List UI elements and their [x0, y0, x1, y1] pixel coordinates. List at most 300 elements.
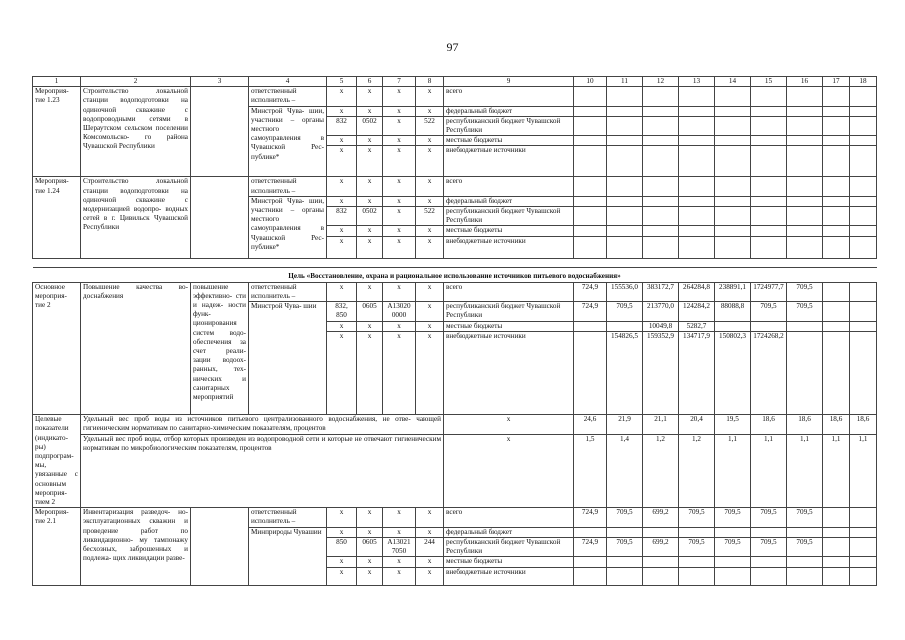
code-target: х: [383, 332, 416, 415]
table-row: [33, 508, 877, 527]
year-value: [823, 146, 850, 177]
year-value: [787, 136, 823, 146]
column-number: 15: [751, 77, 787, 87]
year-value: 709,5: [607, 302, 643, 322]
column-number: 9: [444, 77, 574, 87]
year-value: 709,5: [679, 537, 715, 556]
indicator-value: 18,6: [823, 415, 850, 435]
code-grbs: х: [327, 106, 357, 116]
year-value: 709,5: [607, 508, 643, 527]
funding-source: всего: [444, 508, 574, 527]
code-expense: х: [416, 177, 444, 196]
year-value: [715, 146, 751, 177]
year-value: [574, 136, 607, 146]
year-value: [751, 146, 787, 177]
year-value: [850, 527, 877, 537]
year-value: [823, 87, 850, 106]
code-section: х: [357, 527, 383, 537]
expected-effect: повышение эффективно- сти и надеж- ности функ- ционирования систем водо- обеспечения за счет реали- зации водоох- ранных, тех- нических и санитарных мероприятий: [191, 282, 249, 415]
code-target: х: [383, 236, 416, 258]
code-target: х: [383, 177, 416, 196]
funding-source: внебюджетные источники: [444, 146, 574, 177]
column-number: 10: [574, 77, 607, 87]
year-value: [574, 177, 607, 196]
year-value: [823, 332, 850, 415]
year-value: [850, 87, 877, 106]
table-row: [33, 177, 877, 196]
year-value: [787, 146, 823, 177]
code-target: х: [383, 207, 416, 226]
year-value: [607, 87, 643, 106]
year-value: 709,5: [751, 508, 787, 527]
year-value: [850, 116, 877, 135]
year-value: [823, 322, 850, 332]
indicator-value: 18,6: [850, 415, 877, 435]
year-value: 709,5: [715, 537, 751, 556]
year-value: 709,5: [607, 537, 643, 556]
year-value: [607, 146, 643, 177]
year-value: [679, 557, 715, 567]
measure-code: Основное мероприя- тие 2: [33, 282, 81, 415]
year-value: 134717,9: [679, 332, 715, 415]
code-grbs: х: [327, 177, 357, 196]
year-value: [787, 322, 823, 332]
indicator-row: [33, 435, 877, 508]
code-grbs: х: [327, 282, 357, 301]
year-value: [823, 557, 850, 567]
year-value: [607, 196, 643, 206]
year-value: [823, 302, 850, 322]
year-value: [679, 177, 715, 196]
code-expense: х: [416, 557, 444, 567]
executor-role: ответственный исполнитель –: [249, 177, 327, 196]
year-value: [607, 527, 643, 537]
column-number: 17: [823, 77, 850, 87]
year-value: [850, 226, 877, 236]
year-value: 724,9: [574, 282, 607, 301]
year-value: 264284,8: [679, 282, 715, 301]
year-value: [715, 322, 751, 332]
funding-source: всего: [444, 177, 574, 196]
code-section: 0502: [357, 116, 383, 135]
indicator-row: [33, 415, 877, 435]
year-value: 709,5: [787, 537, 823, 556]
code-target: х: [383, 527, 416, 537]
year-value: 709,5: [787, 508, 823, 527]
year-value: [850, 332, 877, 415]
year-value: [607, 177, 643, 196]
funding-source: местные бюджеты: [444, 136, 574, 146]
code-target: х: [383, 282, 416, 301]
year-value: 150802,3: [715, 332, 751, 415]
measure-code: Мероприя- тие 1.23: [33, 87, 81, 177]
year-value: [850, 537, 877, 556]
year-value: [679, 136, 715, 146]
year-value: [643, 226, 679, 236]
code-section: х: [357, 332, 383, 415]
code-target: х: [383, 196, 416, 206]
code-expense: х: [416, 282, 444, 301]
year-value: [787, 226, 823, 236]
code-section: х: [357, 322, 383, 332]
year-value: [751, 136, 787, 146]
year-value: [715, 87, 751, 106]
funding-source: местные бюджеты: [444, 226, 574, 236]
year-value: [574, 226, 607, 236]
year-value: [787, 236, 823, 258]
measure-name: Строительство локальной станции водоподготовки на одиночной скважине с водопроводными сетями в Шераутском сельском поселении Комсомольско- го района Чувашской Республики: [81, 87, 191, 177]
year-value: 155536,0: [607, 282, 643, 301]
year-value: [823, 567, 850, 585]
column-number: 7: [383, 77, 416, 87]
code-target: х: [383, 322, 416, 332]
code-target: х: [383, 226, 416, 236]
code-expense: х: [416, 322, 444, 332]
code-expense: х: [416, 302, 444, 322]
funding-source: республиканский бюджет Чувашской Республики: [444, 537, 574, 556]
year-value: [679, 106, 715, 116]
funding-source: федеральный бюджет: [444, 106, 574, 116]
year-value: [643, 557, 679, 567]
year-value: [850, 177, 877, 196]
year-value: [751, 236, 787, 258]
year-value: [574, 332, 607, 415]
year-value: [679, 87, 715, 106]
year-value: 709,5: [751, 537, 787, 556]
expected-effect: [191, 87, 249, 177]
executor-name: Минстрой Чува- шии, участники – органы местного самоуправления в Чувашской Рес- публике*: [249, 106, 327, 177]
year-value: [787, 557, 823, 567]
code-expense: 244: [416, 537, 444, 556]
year-value: 5282,7: [679, 322, 715, 332]
code-grbs: х: [327, 196, 357, 206]
year-value: [715, 557, 751, 567]
year-value: [823, 116, 850, 135]
year-value: [607, 567, 643, 585]
code-target: х: [383, 567, 416, 585]
code-grbs: 832: [327, 207, 357, 226]
year-value: [787, 87, 823, 106]
code-expense: 522: [416, 116, 444, 135]
measure-name: Инвентаризация разведоч- но-эксплуатационных скважин и проведение работ по ликвидационно- му тампонажу бесхозных, заброшенных и подлежа- щих ликвидации развe-: [81, 508, 191, 585]
code-target: х: [383, 146, 416, 177]
year-value: [574, 116, 607, 135]
year-value: [787, 116, 823, 135]
code-section: х: [357, 226, 383, 236]
year-value: [607, 106, 643, 116]
year-value: [823, 136, 850, 146]
year-value: [715, 207, 751, 226]
year-value: [607, 236, 643, 258]
executor-role: ответственный исполнитель –: [249, 282, 327, 301]
indicator-value: 1,5: [574, 435, 607, 508]
year-value: [751, 106, 787, 116]
indicator-value: 18,6: [751, 415, 787, 435]
year-value: [574, 567, 607, 585]
year-value: [850, 508, 877, 527]
year-value: 383172,7: [643, 282, 679, 301]
measure-code: Мероприя- тие 1.24: [33, 177, 81, 258]
table-row: [33, 87, 877, 106]
year-value: [850, 322, 877, 332]
funding-source: всего: [444, 87, 574, 106]
indicator-value: 1,1: [850, 435, 877, 508]
code-section: х: [357, 136, 383, 146]
indicator-value: 1,1: [823, 435, 850, 508]
code-grbs: 832, 850: [327, 302, 357, 322]
year-value: [787, 207, 823, 226]
year-value: [607, 226, 643, 236]
funding-source: федеральный бюджет: [444, 527, 574, 537]
year-value: 1724977,7: [751, 282, 787, 301]
column-number: 8: [416, 77, 444, 87]
year-value: [574, 557, 607, 567]
year-value: [715, 567, 751, 585]
spacer-cell: [33, 258, 877, 267]
year-value: 709,5: [751, 302, 787, 322]
code-grbs: х: [327, 226, 357, 236]
column-number: 12: [643, 77, 679, 87]
goal-row: [33, 267, 877, 282]
program-table: [32, 76, 877, 586]
code-target: х: [383, 508, 416, 527]
table-body: [33, 77, 877, 586]
year-value: 709,5: [787, 302, 823, 322]
column-number: 18: [850, 77, 877, 87]
year-value: [607, 322, 643, 332]
funding-source: местные бюджеты: [444, 322, 574, 332]
year-value: [823, 537, 850, 556]
code-target: х: [383, 136, 416, 146]
year-value: 88088,8: [715, 302, 751, 322]
year-value: [751, 226, 787, 236]
year-value: [643, 136, 679, 146]
code-grbs: х: [327, 557, 357, 567]
year-value: [823, 282, 850, 301]
year-value: [574, 106, 607, 116]
year-value: [574, 322, 607, 332]
code-expense: х: [416, 236, 444, 258]
measure-code: Мероприя- тие 2.1: [33, 508, 81, 585]
year-value: [643, 207, 679, 226]
year-value: [643, 236, 679, 258]
year-value: [643, 177, 679, 196]
year-value: 699,2: [643, 537, 679, 556]
year-value: [574, 196, 607, 206]
year-value: [751, 557, 787, 567]
year-value: [751, 567, 787, 585]
year-value: [850, 567, 877, 585]
year-value: [715, 226, 751, 236]
year-value: 724,9: [574, 302, 607, 322]
year-value: [679, 196, 715, 206]
year-value: [607, 136, 643, 146]
year-value: [715, 236, 751, 258]
indicators-label: Целевые показатели (индикато- ры) подпрограм- мы, увязанные с основным мероприя- тием 2: [33, 415, 81, 508]
year-value: [823, 177, 850, 196]
code-section: х: [357, 508, 383, 527]
code-expense: х: [416, 87, 444, 106]
year-value: [607, 116, 643, 135]
code-expense: х: [416, 106, 444, 116]
column-number: 6: [357, 77, 383, 87]
year-value: [850, 136, 877, 146]
code-grbs: х: [327, 236, 357, 258]
code-section: х: [357, 177, 383, 196]
year-value: [715, 527, 751, 537]
year-value: [823, 236, 850, 258]
code-grbs: х: [327, 136, 357, 146]
indicator-value: 18,6: [787, 415, 823, 435]
year-value: [823, 207, 850, 226]
indicator-value: 1,2: [643, 435, 679, 508]
year-value: [850, 146, 877, 177]
indicator-text: Удельный вес проб воды, отбор которых произведен из водопроводной сети и которые не отвечают гигиеническим нормативам по микробиологическим показателям, процентов: [81, 435, 444, 508]
year-value: [679, 527, 715, 537]
year-value: [643, 527, 679, 537]
year-value: [823, 527, 850, 537]
column-number: 14: [715, 77, 751, 87]
column-number: 4: [249, 77, 327, 87]
executor-name: Минстрой Чува- шии: [249, 302, 327, 415]
year-value: 709,5: [787, 282, 823, 301]
code-grbs: х: [327, 332, 357, 415]
code-grbs: 850: [327, 537, 357, 556]
indicator-value: 1,4: [607, 435, 643, 508]
year-value: [643, 87, 679, 106]
year-value: [823, 226, 850, 236]
code-grbs: 832: [327, 116, 357, 135]
year-value: 124284,2: [679, 302, 715, 322]
year-value: [643, 567, 679, 585]
column-number: 16: [787, 77, 823, 87]
year-value: [850, 302, 877, 322]
year-value: [715, 136, 751, 146]
indicator-text: Удельный вес проб воды из источников питьевого централизованного водоснабжения, не отве- чающей гигиеническим нормативам по санитарно-химическим показателям, процентов: [81, 415, 444, 435]
year-value: [574, 207, 607, 226]
year-value: 709,5: [679, 508, 715, 527]
year-value: [643, 196, 679, 206]
code-expense: х: [416, 527, 444, 537]
year-value: [751, 207, 787, 226]
code-section: 0605: [357, 302, 383, 322]
year-value: [751, 196, 787, 206]
year-value: 213770,0: [643, 302, 679, 322]
indicator-value: 19,5: [715, 415, 751, 435]
indicator-value: 1,1: [787, 435, 823, 508]
year-value: 724,9: [574, 537, 607, 556]
code-target: х: [383, 557, 416, 567]
code-expense: х: [416, 146, 444, 177]
column-number: 1: [33, 77, 81, 87]
code-section: х: [357, 87, 383, 106]
code-section: х: [357, 146, 383, 177]
code-target: А13020 0000: [383, 302, 416, 322]
column-number: 13: [679, 77, 715, 87]
year-value: [850, 106, 877, 116]
year-value: [751, 87, 787, 106]
year-value: [679, 116, 715, 135]
year-value: 1724268,2: [751, 332, 787, 415]
column-number: 5: [327, 77, 357, 87]
goal-title: Цель «Восстановление, охрана и рациональное использование источников питьевого водоснабжения»: [33, 267, 877, 282]
code-section: х: [357, 567, 383, 585]
measure-name: Строительство локальной станции водоподготовки на одиночной скважине с модернизацией водопро- водных сетей в г. Цивильск Чувашской Республики: [81, 177, 191, 258]
year-value: [679, 236, 715, 258]
indicator-x: х: [444, 435, 574, 508]
indicator-value: 20,4: [679, 415, 715, 435]
year-value: 154826,5: [607, 332, 643, 415]
code-grbs: х: [327, 508, 357, 527]
code-section: 0502: [357, 207, 383, 226]
code-grbs: х: [327, 527, 357, 537]
year-value: [574, 527, 607, 537]
year-value: [574, 87, 607, 106]
indicator-x: х: [444, 415, 574, 435]
year-value: [607, 207, 643, 226]
year-value: [679, 146, 715, 177]
code-expense: х: [416, 226, 444, 236]
code-target: А13021 7050: [383, 537, 416, 556]
year-value: [679, 226, 715, 236]
funding-source: внебюджетные источники: [444, 236, 574, 258]
year-value: [715, 106, 751, 116]
year-value: [850, 236, 877, 258]
year-value: [787, 196, 823, 206]
year-value: 238891,1: [715, 282, 751, 301]
code-grbs: х: [327, 322, 357, 332]
year-value: [643, 116, 679, 135]
indicator-value: 1,2: [679, 435, 715, 508]
year-value: [850, 207, 877, 226]
year-value: [715, 116, 751, 135]
year-value: [574, 236, 607, 258]
indicator-value: 21,1: [643, 415, 679, 435]
year-value: [787, 332, 823, 415]
year-value: [823, 106, 850, 116]
year-value: 724,9: [574, 508, 607, 527]
year-value: [715, 177, 751, 196]
executor-name: Минприроды Чувашии: [249, 527, 327, 585]
year-value: [679, 207, 715, 226]
expected-effect: [191, 177, 249, 258]
code-grbs: х: [327, 146, 357, 177]
year-value: [787, 177, 823, 196]
funding-source: республиканский бюджет Чувашской Республики: [444, 116, 574, 135]
year-value: [823, 508, 850, 527]
year-value: [850, 557, 877, 567]
column-number: 3: [191, 77, 249, 87]
code-expense: х: [416, 508, 444, 527]
year-value: [787, 567, 823, 585]
funding-source: всего: [444, 282, 574, 301]
year-value: [787, 106, 823, 116]
year-value: [643, 106, 679, 116]
measure-name: Повышение качества во- доснабжения: [81, 282, 191, 415]
year-value: [850, 196, 877, 206]
table-row: [33, 282, 877, 301]
code-expense: х: [416, 567, 444, 585]
funding-source: внебюджетные источники: [444, 332, 574, 415]
code-section: х: [357, 106, 383, 116]
year-value: [787, 527, 823, 537]
code-expense: х: [416, 136, 444, 146]
year-value: [850, 282, 877, 301]
year-value: 709,5: [715, 508, 751, 527]
year-value: 10049,8: [643, 322, 679, 332]
indicator-value: 21,9: [607, 415, 643, 435]
code-section: х: [357, 282, 383, 301]
